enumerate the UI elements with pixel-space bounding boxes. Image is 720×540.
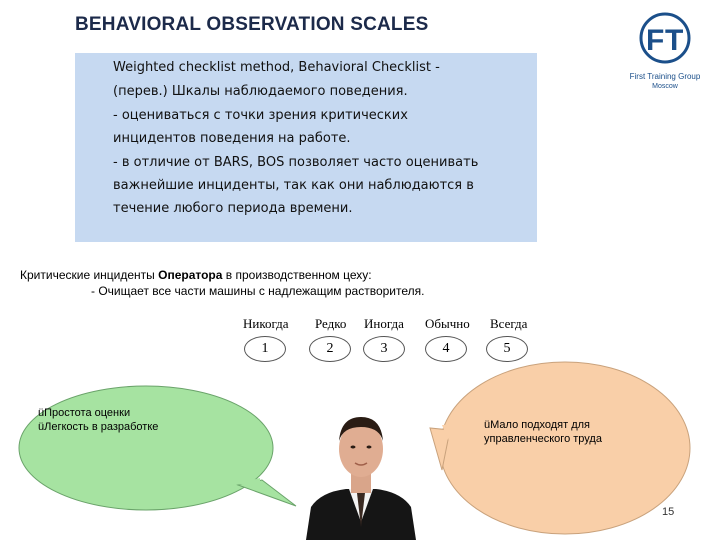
box-line: - в отличие от BARS, BOS позволяет часто оценивать [113,155,479,170]
box-line: инцидентов поведения на работе. [113,131,351,146]
box-line: - оцениваться с точки зрения критических [113,108,408,123]
scale-label-always: Всегда [490,316,528,331]
cons-item: управленческого труда [484,433,602,445]
scale-label-rarely: Редко [315,316,347,331]
scale-label-usually: Обычно [425,316,470,331]
person-photo [301,397,421,540]
critical-role: Оператора [158,268,223,282]
slide-title: BEHAVIORAL OBSERVATION SCALES [75,14,429,35]
pros-item: üЛегкость в разработке [38,421,159,433]
logo-city: Moscow [652,83,678,90]
box-line: (перев.) Шкалы наблюдаемого поведения. [113,84,408,99]
box-line: течение любого периода времени. [113,201,353,216]
box-line: важнейшие инциденты, так как они наблюдаются в [113,178,474,193]
page-number: 15 [662,506,675,518]
scale-option-4[interactable]: 4 [425,336,467,362]
scale-option-2[interactable]: 2 [309,336,351,362]
scale-label-sometimes: Иногда [364,316,404,331]
svg-text:F: F [646,24,665,57]
scale-option-3[interactable]: 3 [363,336,405,362]
critical-incident-item: - Очищает все части машины с надлежащим растворителя. [91,284,425,298]
scale-label-never: Никогда [243,316,289,331]
scale-option-5[interactable]: 5 [486,336,528,362]
svg-text:T: T [665,24,684,57]
logo-name: First Training Group [629,72,701,81]
cons-item: üМало подходят для [484,419,591,431]
scale-option-1[interactable]: 1 [244,336,286,362]
critical-prefix: Критические инциденты [20,268,159,282]
box-line: Weighted checklist method, Behavioral Checklist - [113,60,440,75]
critical-suffix: в производственном цеху: [222,268,372,282]
pros-item: üПростота оценки [38,407,131,419]
